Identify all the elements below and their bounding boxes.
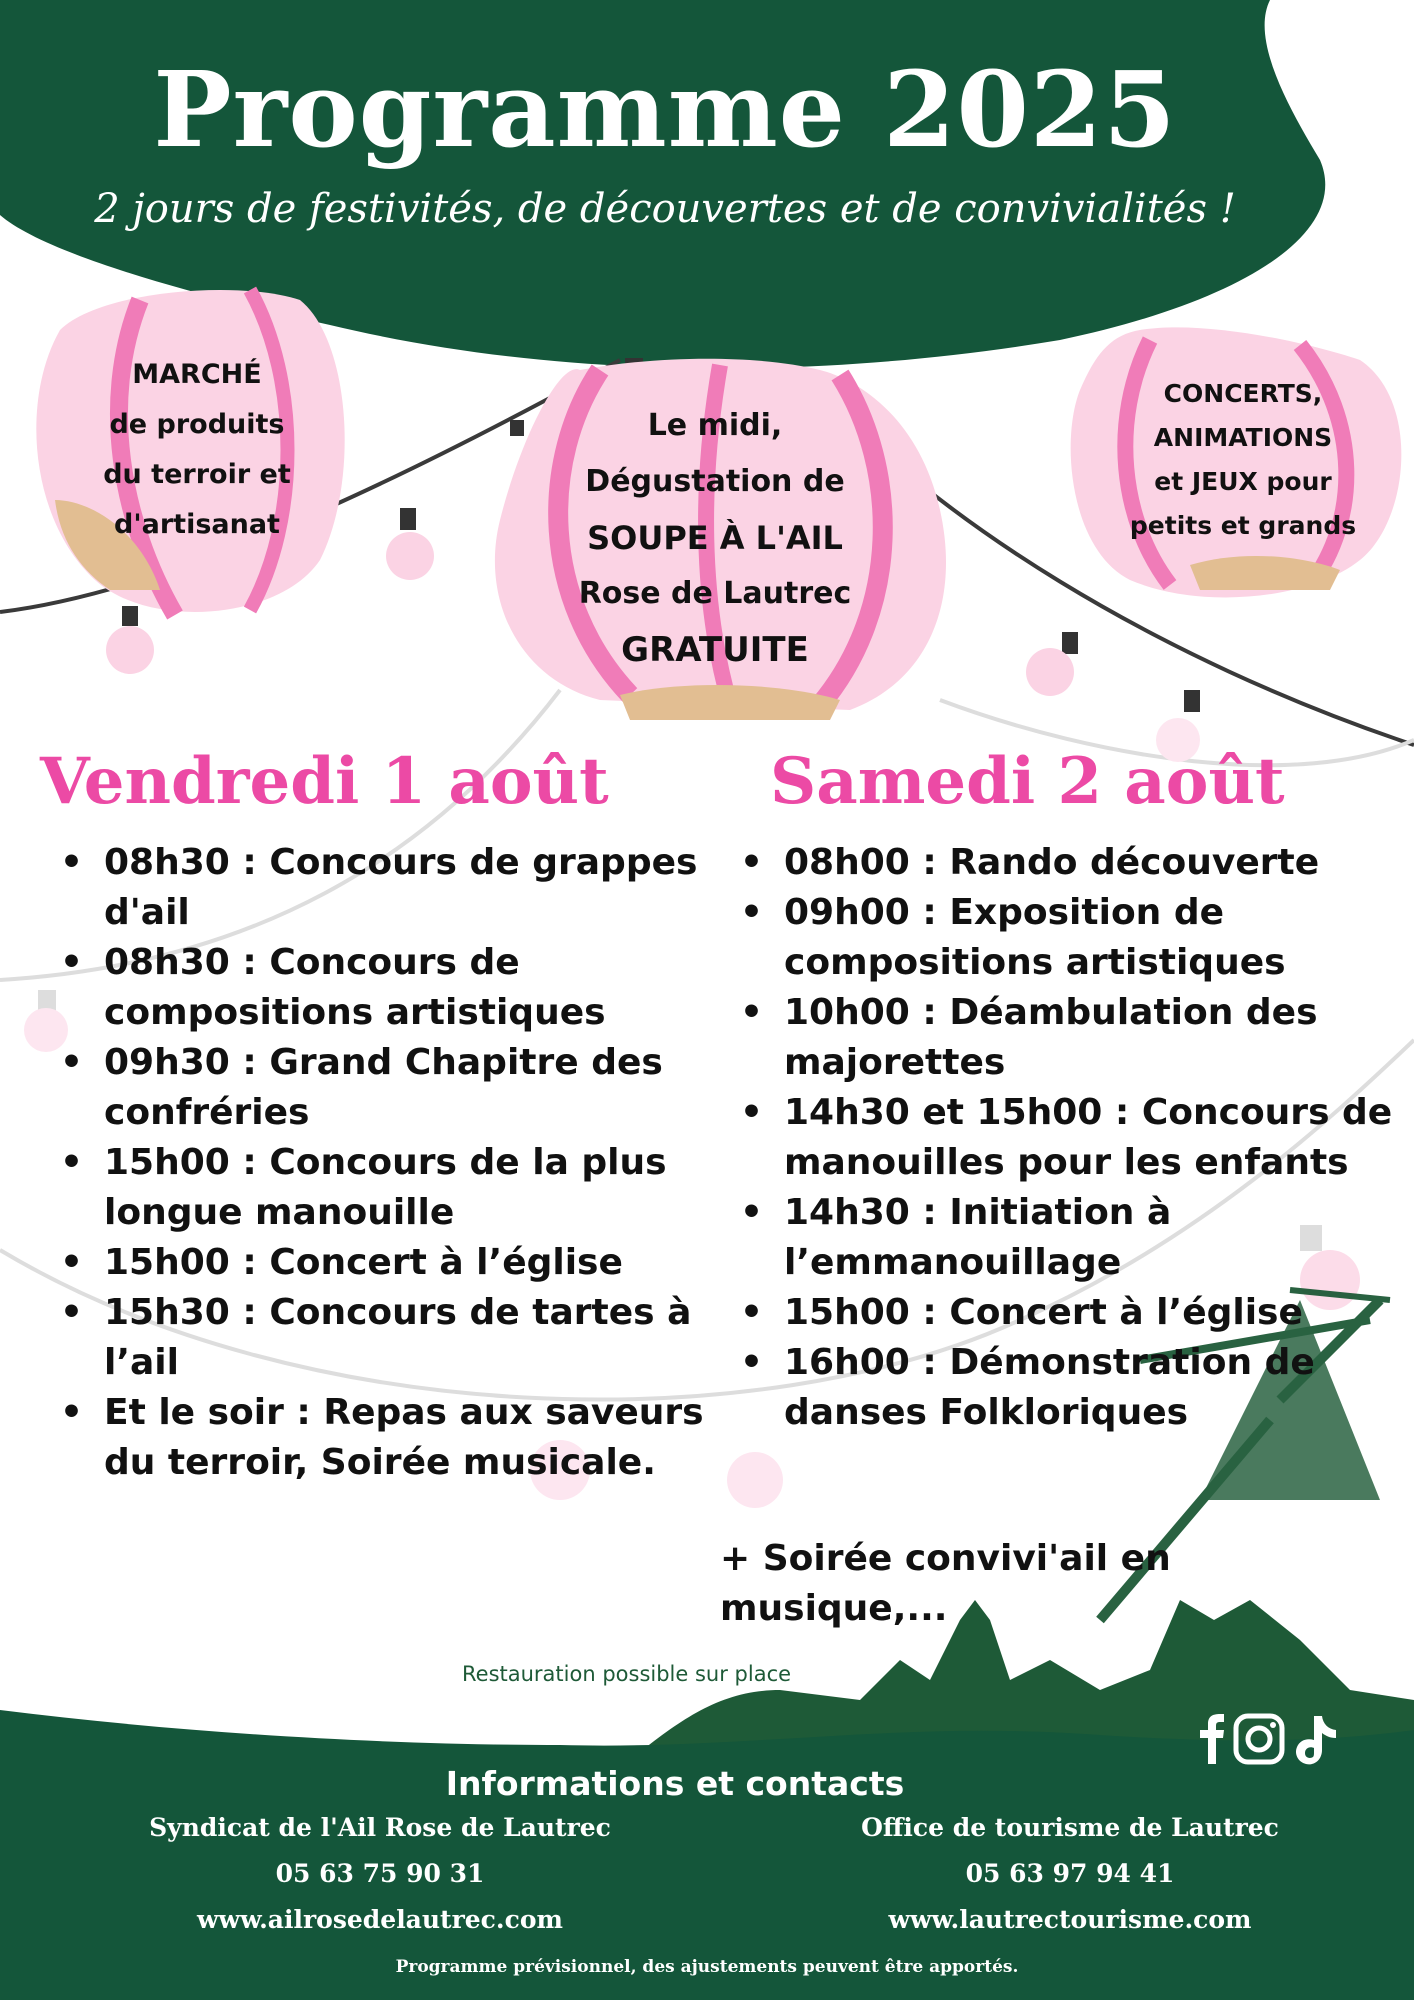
schedule-time: 15h30 :: [104, 1292, 257, 1333]
schedule-item: [104, 1238, 734, 1288]
bulb-icon: [727, 1452, 783, 1508]
schedule-time: 08h00 :: [784, 842, 937, 883]
highlight-line: de produits: [109, 409, 285, 440]
bulb-icon: [510, 420, 524, 436]
schedule-item: [104, 1138, 734, 1238]
highlight-line: CONCERTS,: [1163, 379, 1323, 408]
schedule-text: Grand Chapitre des confréries: [104, 1042, 663, 1133]
highlight-line: du terroir et: [103, 459, 291, 490]
schedule-item: [784, 1288, 1414, 1338]
schedule-time: 08h30 :: [104, 942, 257, 983]
bulb-icon: [1026, 632, 1078, 696]
schedule-item: [784, 1088, 1414, 1188]
schedule-item: [104, 1388, 734, 1488]
schedule-text: Exposition de compositions artistiques: [784, 892, 1286, 983]
highlight-line: et JEUX pour: [1154, 467, 1332, 496]
schedule-text: Concert à l’église: [949, 1292, 1303, 1333]
contact-phone[interactable]: 05 63 75 90 31: [275, 1859, 485, 1888]
schedule-time: 10h00 :: [784, 992, 937, 1033]
schedule-time: 15h00 :: [784, 1292, 937, 1333]
schedule-text: Déambulation des majorettes: [784, 992, 1318, 1083]
highlight-line: SOUPE À L'AIL: [587, 519, 843, 557]
schedule-text: Concours de la plus longue manouille: [104, 1142, 667, 1233]
schedule-item: [784, 888, 1414, 988]
highlight-line: GRATUITE: [621, 630, 809, 670]
saturday-schedule: [736, 838, 1414, 1438]
info-title: Informations et contacts: [445, 1764, 905, 1803]
highlight-soup: [530, 398, 900, 678]
schedule-time: Et le soir :: [104, 1392, 311, 1433]
schedule-time: 09h30 :: [104, 1042, 257, 1083]
saturday-title: Samedi 2 août: [770, 744, 1285, 819]
tiktok-icon[interactable]: [1296, 1716, 1336, 1764]
highlight-line: Dégustation de: [585, 464, 845, 499]
contact-name: Office de tourisme de Lautrec: [861, 1813, 1279, 1842]
schedule-text: Concours de manouilles pour les enfants: [784, 1092, 1393, 1183]
page-title: Programme 2025: [153, 48, 1177, 171]
highlight-line: ANIMATIONS: [1153, 423, 1333, 452]
friday-title: Vendredi 1 août: [40, 744, 609, 819]
contact-name: Syndicat de l'Ail Rose de Lautrec: [149, 1813, 611, 1842]
highlight-line: Rose de Lautrec: [578, 576, 852, 611]
bulb-icon: [106, 606, 154, 674]
schedule-item: [784, 838, 1414, 888]
restauration-note: Restauration possible sur place: [462, 1662, 792, 1686]
schedule-time: 08h30 :: [104, 842, 257, 883]
schedule-time: 16h00 :: [784, 1342, 937, 1383]
highlight-line: Le midi,: [647, 408, 783, 443]
bulb-icon: [386, 508, 434, 580]
contact-office-tourisme: [790, 1805, 1350, 1943]
highlight-line: d'artisanat: [114, 509, 280, 540]
saturday-evening-note: + Soirée convivi'ail en musique,...: [720, 1538, 1171, 1629]
schedule-time: 09h00 :: [784, 892, 937, 933]
highlight-concerts: [1098, 372, 1388, 548]
schedule-item: [104, 1288, 734, 1388]
schedule-time: 14h30 :: [784, 1192, 937, 1233]
schedule-text: Concours de tartes à l’ail: [104, 1292, 692, 1383]
contact-website[interactable]: www.lautrectourisme.com: [888, 1905, 1252, 1934]
schedule-item: [784, 1338, 1414, 1438]
contact-syndicat: [100, 1805, 660, 1943]
schedule-text: Démonstration de danses Folkloriques: [784, 1342, 1315, 1433]
instagram-icon[interactable]: [1236, 1716, 1282, 1762]
schedule-text: Concert à l’église: [269, 1242, 623, 1283]
schedule-time: 14h30 et 15h00 :: [784, 1092, 1130, 1133]
schedule-time: 15h00 :: [104, 1242, 257, 1283]
schedule-text: Concours de grappes d'ail: [104, 842, 698, 933]
page-subtitle: 2 jours de festivités, de découvertes et de convivialités !: [94, 186, 1236, 232]
contact-website[interactable]: www.ailrosedelautrec.com: [197, 1905, 563, 1934]
highlight-line: petits et grands: [1129, 511, 1357, 540]
highlight-market: [72, 350, 322, 550]
schedule-time: 15h00 :: [104, 1142, 257, 1183]
friday-schedule: [56, 838, 734, 1488]
schedule-item: [784, 988, 1414, 1088]
schedule-item: [104, 938, 734, 1038]
schedule-item: [104, 838, 734, 938]
schedule-text: Initiation à l’emmanouillage: [784, 1192, 1172, 1283]
facebook-icon[interactable]: [1200, 1714, 1224, 1764]
schedule-item: [784, 1188, 1414, 1288]
schedule-text: Rando découverte: [949, 842, 1320, 883]
footer-disclaimer: Programme prévisionnel, des ajustements peuvent être apportés.: [395, 1957, 1019, 1977]
highlight-line: MARCHÉ: [132, 359, 262, 390]
schedule-item: [104, 1038, 734, 1138]
schedule-text: Repas aux saveurs du terroir, Soirée musicale.: [104, 1392, 704, 1483]
schedule-text: Concours de compositions artistiques: [104, 942, 606, 1033]
contact-phone[interactable]: 05 63 97 94 41: [965, 1859, 1175, 1888]
social-icons: [1190, 1712, 1350, 1768]
